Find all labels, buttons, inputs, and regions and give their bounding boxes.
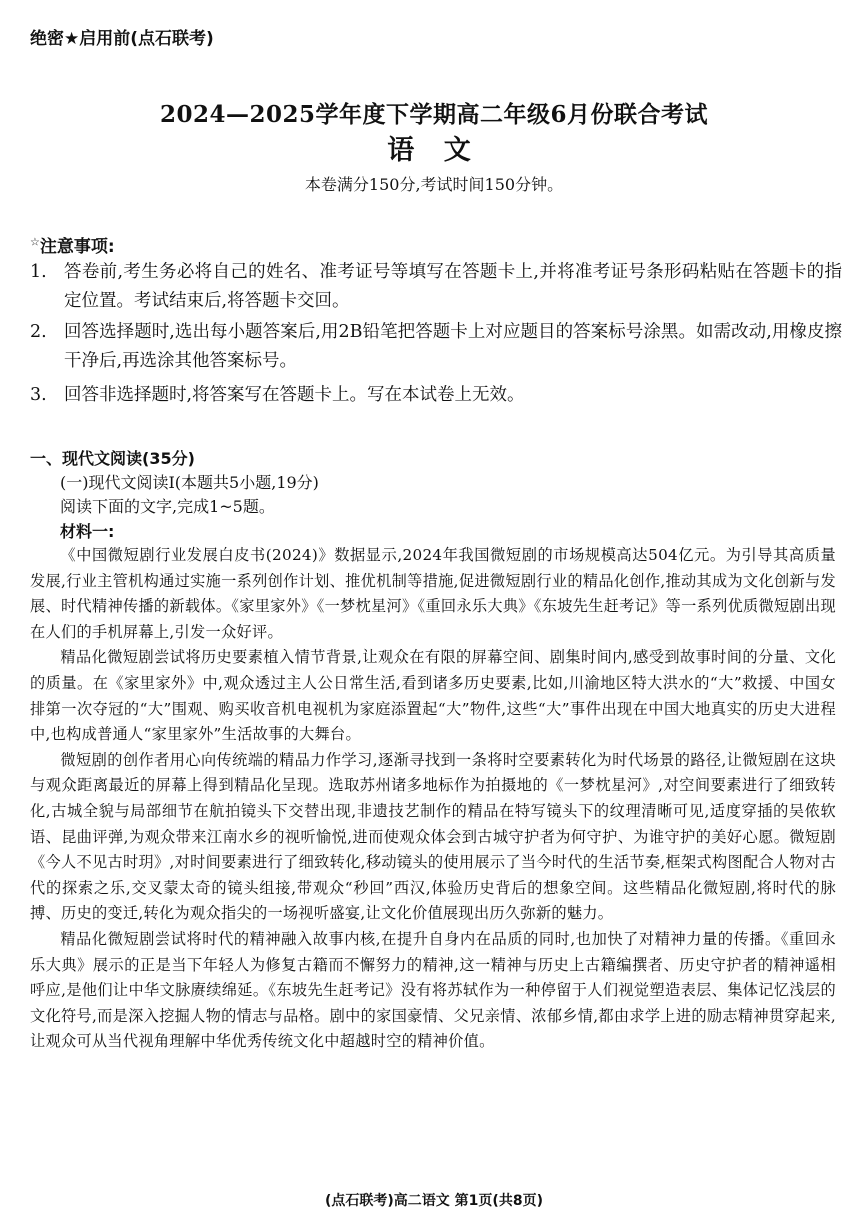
reading-instruction: 阅读下面的文字,完成1~5题。 (60, 497, 275, 516)
page-footer: (点石联考)高二语文 第1页(共8页) (325, 1193, 543, 1209)
notice-item-number: 2. (30, 322, 47, 342)
notice-item-1 (30, 258, 842, 316)
notice-heading-text: 注意事项: (39, 237, 115, 257)
notice-item-number: 1. (30, 262, 47, 282)
star-icon: ☆ (30, 235, 40, 249)
exam-title: 2024—2025学年度下学期高二年级6月份联合考试 (159, 101, 709, 128)
confidential-label: 绝密★启用前(点石联考) (30, 29, 214, 49)
material-paragraph-1: 《中国微短剧行业发展白皮书(2024)》数据显示,2024年我国微短剧的市场规模高达504亿元。为引导其高质量发展,行业主管机构通过实施一系列创作计划、推优机制等措施,促进微短剧行业的精品化创作,推动其成为文化创新与发展、时代精神传播的新载体。《家里家外》《一梦枕星河》《重回永乐大典》《东坡先生赶考记》等一系列优质微短剧出现在人们的手机屏幕上,引发一众好评。 (30, 546, 836, 641)
material-paragraph-4: 精品化微短剧尝试将时代的精神融入故事内核,在提升自身内在品质的同时,也加快了对精神力量的传播。《重回永乐大典》展示的正是当下年轻人为修复古籍而不懈努力的精神,这一精神与历史上古籍编撰者、历史守护者的精神遥相呼应,是他们让中华文脉赓续绵延。《东坡先生赶考记》没有将苏轼作为一种停留于人们视觉塑造表层、集体记忆浅层的文化符号,而是深入挖掘人物的情志与品格。剧中的家国豪情、父兄亲情、浓郁乡情,都由求学上进的励志精神贯穿起来,让观众可从当代视角理解中华优秀传统文化中超越时空的精神价值。 (30, 929, 836, 1051)
material-label: 材料一: (60, 522, 115, 541)
notice-item-number: 3. (30, 385, 47, 405)
notice-item-3 (30, 381, 842, 410)
notice-item-text: 答卷前,考生务必将自己的姓名、准考证号等填写在答题卡上,并将准考证号条形码粘贴在答题卡的指定位置。考试结束后,将答题卡交回。 (64, 262, 842, 311)
subsection-heading: (一)现代文阅读Ⅰ(本题共5小题,19分) (60, 473, 319, 492)
material-paragraph-3: 微短剧的创作者用心向传统端的精品力作学习,逐渐寻找到一条将时空要素转化为时代场景的路径,让微短剧在这块与观众距离最近的屏幕上得到精品化呈现。选取苏州诸多地标作为拍摄地的《一梦枕星河》,对空间要素进行了细致转化,古城全貌与局部细节在航拍镜头下交替出现,非遗技艺制作的精品在特写镜头下的纹理清晰可见,适度穿插的吴侬软语、昆曲评弹,为观众带来江南水乡的视听愉悦,进而使观众体会到古城守护者为何守护、为谁守护的美好心愿。微短剧《今人不见古时玥》,对时间要素进行了细致转化,移动镜头的使用展示了当今时代的生活节奏,框架式构图配合人物对古代的探索之乐,交叉蒙太奇的镜头组接,带观众“秒回”西汉,体验历史背后的想象空间。这些精品化微短剧,将时代的脉搏、历史的变迁,转化为观众指尖的一场视听盛宴,让文化价值展现出历久弥新的魅力。 (30, 750, 836, 923)
notice-item-text: 回答非选择题时,将答案写在答题卡上。写在本试卷上无效。 (64, 385, 525, 405)
notice-heading (30, 232, 115, 257)
notice-item-2 (30, 318, 842, 376)
score-time-note: 本卷满分150分,考试时间150分钟。 (304, 175, 564, 194)
notice-item-text: 回答选择题时,选出每小题答案后,用2B铅笔把答题卡上对应题目的答案标号涂黑。如需改动,用橡皮擦干净后,再选涂其他答案标号。 (64, 322, 842, 371)
material-paragraph-2: 精品化微短剧尝试将历史要素植入情节背景,让观众在有限的屏幕空间、剧集时间内,感受到故事时间的分量、文化的质量。在《家里家外》中,观众透过主人公日常生活,看到诸多历史要素,比如,川渝地区特大洪水的“大”救援、中国女排第一次夺冠的“大”围观、购买收音机电视机为家庭添置起“大”物件,这些“大”事件出现在中国大地真实的历史大进程中,也构成普通人“家里家外”生活故事的大舞台。 (30, 648, 836, 744)
material-body (30, 543, 836, 1055)
subject-title: 语 文 (387, 135, 481, 166)
section-heading: 一、现代文阅读(35分) (30, 449, 195, 468)
